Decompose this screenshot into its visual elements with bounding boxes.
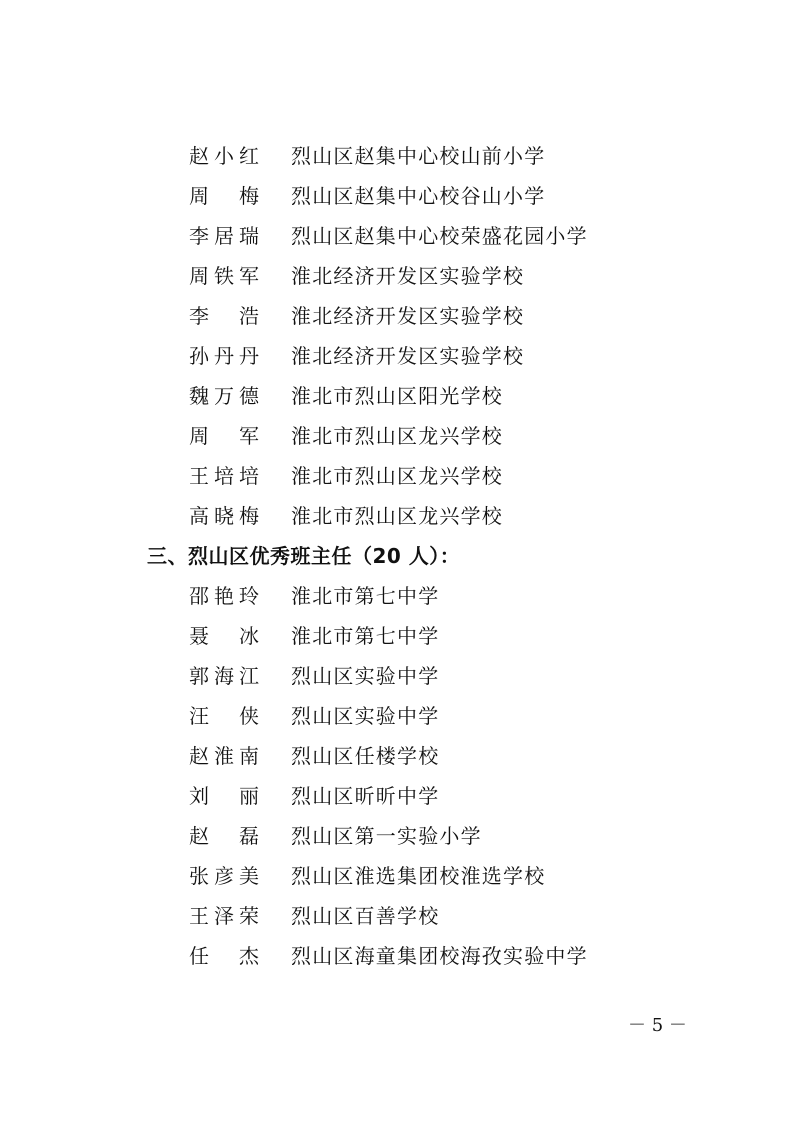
school-name: 烈山区赵集中心校山前小学: [291, 144, 546, 168]
school-name: 淮北市第七中学: [291, 624, 440, 648]
person-name: 赵 磊: [189, 824, 259, 848]
person-name: 任 杰: [189, 944, 259, 968]
person-name: 刘 丽: [189, 784, 259, 808]
school-name: 淮北市第七中学: [291, 584, 440, 608]
person-name: 赵 小 红: [189, 144, 259, 168]
person-name: 王 泽 荣: [189, 904, 259, 928]
school-name: 烈山区实验中学: [291, 704, 440, 728]
school-name: 烈山区淮选集团校淮选学校: [291, 864, 546, 888]
person-name: 周 铁 军: [189, 264, 259, 288]
school-name: 烈山区赵集中心校谷山小学: [291, 184, 546, 208]
page-number: － 5 －: [628, 1015, 687, 1036]
school-name: 淮北市烈山区龙兴学校: [291, 464, 503, 488]
school-name: 淮北市烈山区龙兴学校: [291, 424, 503, 448]
person-name: 魏 万 德: [189, 384, 259, 408]
person-name: 周 梅: [189, 184, 259, 208]
school-name: 烈山区赵集中心校荣盛花园小学: [291, 224, 588, 248]
person-name: 张 彦 美: [189, 864, 259, 888]
person-name: 李 居 瑞: [189, 224, 259, 248]
person-name: 周 军: [189, 424, 259, 448]
school-name: 淮北经济开发区实验学校: [291, 304, 525, 328]
school-name: 烈山区实验中学: [291, 664, 440, 688]
school-name: 烈山区百善学校: [291, 904, 440, 928]
person-name: 聂 冰: [189, 624, 259, 648]
section-heading: 三、烈山区优秀班主任（20 人）：: [147, 544, 461, 568]
person-name: 郭 海 江: [189, 664, 259, 688]
school-name: 烈山区第一实验小学: [291, 824, 482, 848]
school-name: 淮北市烈山区阳光学校: [291, 384, 503, 408]
person-name: 高 晓 梅: [189, 504, 259, 528]
person-name: 王 培 培: [189, 464, 259, 488]
person-name: 邵 艳 玲: [189, 584, 259, 608]
school-name: 淮北经济开发区实验学校: [291, 264, 525, 288]
school-name: 烈山区昕昕中学: [291, 784, 440, 808]
person-name: 孙 丹 丹: [189, 344, 259, 368]
school-name: 烈山区任楼学校: [291, 744, 440, 768]
person-name: 赵 淮 南: [189, 744, 259, 768]
person-name: 汪 侠: [189, 704, 259, 728]
school-name: 淮北经济开发区实验学校: [291, 344, 525, 368]
person-name: 李 浩: [189, 304, 259, 328]
school-name: 烈山区海童集团校海孜实验中学: [291, 944, 588, 968]
school-name: 淮北市烈山区龙兴学校: [291, 504, 503, 528]
